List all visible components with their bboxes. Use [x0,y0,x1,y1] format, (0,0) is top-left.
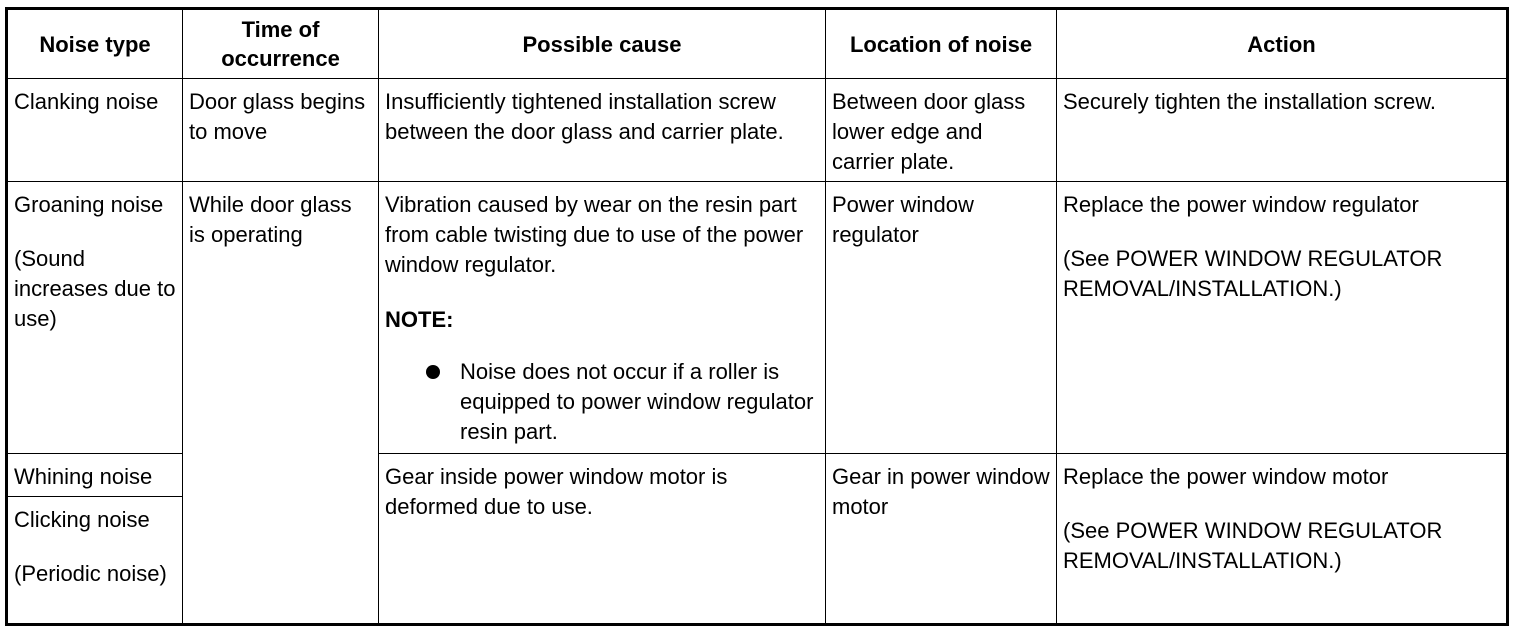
cell-cause-merged: Gear inside power window motor is deformed due to use. [379,454,826,625]
cell-noise-type [7,182,183,454]
header-row [7,9,1508,79]
action-reference: (See POWER WINDOW REGULATOR REMOVAL/INSTALLATION.) [1063,518,1443,573]
cell-time: Door glass begins to move [183,79,379,182]
table-row-groaning [7,182,1508,454]
action-text: Replace the power window regulator [1063,192,1419,217]
cell-noise-type [7,497,183,625]
cause-text: Vibration caused by wear on the resin part from cable twisting due to use of the power window regulator. [385,192,804,277]
note-label: NOTE: [385,307,454,332]
cell-cause [379,182,826,454]
note-item-text: Noise does not occur if a roller is equipped to power window regulator resin part. [460,359,814,444]
noise-type-label: Groaning noise [14,192,164,217]
header-time-line2: occurrence [221,46,340,71]
noise-type-note: (Periodic noise) [14,561,167,586]
cell-cause: Insufficiently tightened installation screw between the door glass and carrier plate. [379,79,826,182]
header-action: Action [1057,9,1508,79]
noise-type-label: Clicking noise [14,507,150,532]
header-noise-type: Noise type [7,9,183,79]
noise-diagnosis-table-container [5,7,1506,622]
header-time-of-occurrence [183,9,379,79]
cell-location: Between door glass lower edge and carrier plate. [826,79,1057,182]
note-item [460,357,819,447]
cell-noise-type: Whining noise [7,454,183,497]
noise-type-note: (Sound increases due to use) [14,246,176,331]
cell-action-merged [1057,454,1508,625]
cell-action [1057,182,1508,454]
header-possible-cause: Possible cause [379,9,826,79]
header-time-line1: Time of [241,17,320,42]
bullet-dot-icon [426,365,440,379]
cell-action: Securely tighten the installation screw. [1057,79,1508,182]
header-location-of-noise: Location of noise [826,9,1057,79]
note-list [385,357,819,447]
noise-diagnosis-table [5,7,1509,626]
table-row-clanking [7,79,1508,182]
action-reference: (See POWER WINDOW REGULATOR REMOVAL/INSTALLATION.) [1063,246,1443,301]
cell-time-merged: While door glass is operating [183,182,379,625]
action-text: Replace the power window motor [1063,464,1389,489]
cell-location: Power window regulator [826,182,1057,454]
cell-location-merged: Gear in power window motor [826,454,1057,625]
cell-noise-type: Clanking noise [7,79,183,182]
